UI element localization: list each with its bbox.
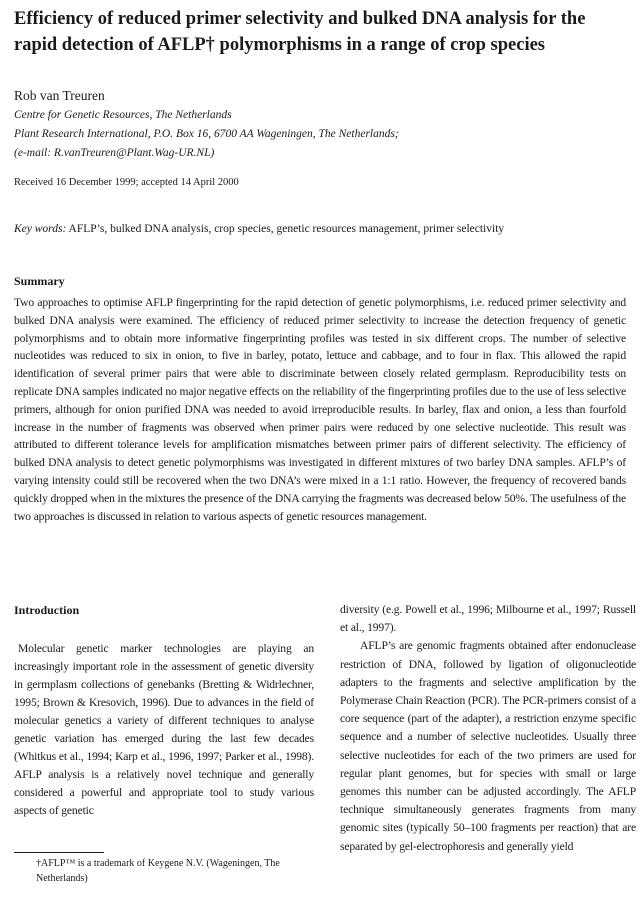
paper-title: Efficiency of reduced primer selectivity and bulked DNA analysis for the rapid detection of AFLP† polymorphisms in a range of crop species	[14, 9, 586, 55]
introduction-left-paragraph: Molecular genetic marker technologies are playing an increasingly important role in the assessment of genetic diversity in germplasm collections of genebanks (Bretting & Widrlechner, 1995; Brown & Kresovich, 1996). Due to advances in the field of molecular genetics a variety of different techniques to analyse genetic variation has emerged during the last few decades (Whitkus et al., 1994; Karp et al., 1996, 1997; Parker et al., 1998). AFLP analysis is a relatively novel technique and generally considered a powerful and appropriate tool to study various aspects of genetic	[14, 642, 314, 817]
footnote-divider	[14, 852, 104, 853]
introduction-right-paragraph: AFLP’s are genomic fragments obtained after endonuclease restriction of DNA, followed by ligation of oligonucleotide adapters to the fragments and selective amplification by the Polymerase Chain Reaction (PCR). The PCR-primers consist of a core sequence (part of the adapter), a restriction enzyme specific sequence and a number of selective nucleotides. Usually three selective nucleotides for each of the two primers are used for regular plant genomes, but for species with small or large genomes this number can be adjusted accordingly. The AFLP technique simultaneously generates fragments from many genomic sites (typically 50–100 fragments per reaction) that are separated by gel-electrophoresis and generally yield	[340, 639, 636, 853]
keywords-label: Key words:	[14, 223, 67, 235]
affiliation-block	[14, 106, 614, 163]
affiliation-line: Centre for Genetic Resources, The Netherlands	[14, 109, 232, 121]
footnote-text: †AFLP™ is a trademark of Keygene N.V. (Wageningen, The Netherlands)	[36, 858, 280, 884]
keywords-text: AFLP’s, bulked DNA analysis, crop species, genetic resources management, primer selectivity	[68, 223, 505, 235]
footnote	[14, 856, 314, 886]
introduction-right-column	[340, 601, 636, 856]
summary-heading: Summary	[14, 274, 65, 288]
keywords-line	[14, 223, 504, 235]
affiliation-line: Plant Research International, P.O. Box 16, 6700 AA Wageningen, The Netherlands;	[14, 128, 399, 140]
summary-text: Two approaches to optimise AFLP fingerprinting for the rapid detection of genetic polymorphisms, i.e. reduced primer selectivity and bulked DNA analysis were examined. The efficiency of reduced primer selectivity to increase the detection frequency of genetic polymorphisms and to obtain more informative fingerprinting profiles was tested in six different crops. The number of selective nucleotides was reduced to six in onion, to five in barley, potato, lettuce and cabbage, and to four in flax. This allowed the rapid identification of several primer pairs that were able to discriminate between closely related germplasm. Reproducibility tests on replicate DNA samples indicated no major negative effects on the reliability of the fingerprinting profiles due to the use of less selective primers, although for onion purified DNA was needed to avoid irreproducible results. In barley, flax and onion, a less than fourfold increase in the number of fragments was observed when primer pairs were reduced by one selective nucleotide. This result was attributed to different tolerance levels for amplification mismatches between primer pairs of different selectivity. The efficiency of bulked DNA analysis to detect genetic polymorphisms was investigated in different mixtures of two barley DNA samples. AFLP’s of varying intensity could still be recovered when the two DNA’s were mixed in a 1:1 ratio. However, the frequency of recovered bands quickly dropped when in the mixtures the presence of the DNA carrying the fragments was decreased below 50%. The usefulness of the two approaches is discussed in relation to various aspects of genetic resources management.	[14, 296, 626, 523]
affiliation-email: (e-mail: R.vanTreuren@Plant.Wag-UR.NL)	[14, 147, 215, 159]
author-name: Rob van Treuren	[14, 88, 105, 103]
introduction-right-paragraph: diversity (e.g. Powell et al., 1996; Milbourne et al., 1997; Russell et al., 1997).	[340, 603, 636, 635]
received-dates: Received 16 December 1999; accepted 14 April 2000	[14, 177, 239, 188]
introduction-heading: Introduction	[14, 603, 80, 617]
